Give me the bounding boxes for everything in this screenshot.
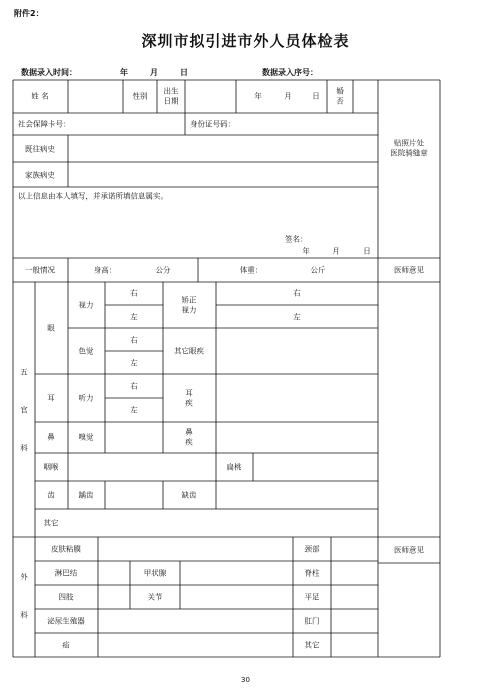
- height-label: 身高：: [93, 265, 117, 275]
- dob-day: 日: [312, 91, 320, 101]
- ent-dept-char-2: 官: [20, 405, 28, 415]
- general-label: 一般情况: [25, 265, 55, 275]
- skin-label: 皮肤粘膜: [51, 544, 81, 554]
- weight-label: 体重：: [239, 265, 263, 275]
- hearing-right: 右: [130, 381, 138, 391]
- thyroid-label: 甲状腺: [143, 568, 167, 578]
- photo-area-line2: 医院骑缝章: [390, 148, 428, 157]
- nose-label: 鼻: [47, 432, 55, 442]
- eye-label: 眼: [47, 323, 55, 333]
- color-vision-label: 色觉: [78, 346, 94, 356]
- throat-label: 咽喉: [43, 462, 59, 472]
- gender-label: 性别: [132, 91, 148, 101]
- nose-disease-line1: 鼻: [185, 427, 193, 437]
- marital-label-line2: 否: [336, 96, 344, 105]
- corrected-vision-line2: 视力: [181, 305, 197, 314]
- ear-disease-line1: 耳: [185, 388, 193, 398]
- id-card-label: 身份证号码：: [190, 119, 235, 129]
- sign-month: 月: [332, 246, 340, 256]
- family-history-label: 家族病史: [25, 170, 55, 180]
- social-security-label: 社会保障卡号：: [18, 119, 71, 129]
- color-vision-right: 右: [130, 335, 138, 345]
- weight-unit: 公斤: [310, 265, 326, 275]
- dob-label: [164, 88, 179, 105]
- general-doctor-opinion: 医师意见: [394, 265, 424, 275]
- joints-label: 关节: [147, 592, 163, 602]
- ear-disease-line2: 疾: [185, 398, 193, 407]
- vision-label: 视力: [78, 300, 94, 310]
- ent-dept-char-1: 五: [20, 367, 28, 377]
- entry-number-label: 数据录入序号：: [262, 68, 318, 77]
- corrected-vision-line1: 矫正: [181, 295, 197, 305]
- surgery-dept-char-2: 科: [20, 610, 28, 620]
- dob-label-line2: 日期: [163, 96, 179, 105]
- lymph-label: 淋巴结: [54, 568, 78, 578]
- other-eye-disease-label: 其它眼疾: [174, 346, 204, 356]
- height-unit: 公分: [155, 265, 171, 275]
- surgery-dept-char-1: 外: [20, 572, 28, 582]
- dob-label-line1: 出生: [163, 86, 179, 96]
- teeth-label: 齿: [47, 490, 55, 500]
- anus-label: 肛门: [304, 616, 320, 626]
- neck-label: 颈部: [304, 544, 320, 554]
- flatfoot-label: 平足: [304, 592, 320, 602]
- marital-label: [336, 88, 344, 105]
- entry-time-label: 数据录入时间：: [21, 68, 77, 77]
- surgery-other-label: 其它: [304, 640, 320, 650]
- smell-label: 嗅觉: [78, 432, 94, 442]
- limbs-label: 四肢: [58, 592, 74, 602]
- corrected-vision-label: [182, 297, 197, 314]
- caries-label: 龋齿: [78, 490, 94, 500]
- corrected-right: 右: [293, 288, 301, 298]
- form-title: 深圳市拟引进市外人员体检表: [141, 32, 350, 50]
- color-vision-left: 左: [130, 358, 138, 368]
- marital-label-line1: 婚: [336, 86, 344, 96]
- vision-left: 左: [130, 312, 138, 322]
- tonsil-label: 扁桃: [226, 462, 242, 472]
- urogenital-label: 泌尿生殖器: [47, 616, 85, 626]
- nose-disease-line2: 疾: [185, 437, 193, 446]
- hernia-label: 疝: [62, 640, 70, 650]
- sign-day: 日: [363, 246, 371, 256]
- dob-month: 月: [284, 91, 292, 101]
- nose-disease-label: [185, 429, 193, 446]
- ent-dept-char-3: 科: [20, 443, 28, 453]
- entry-month: 月: [150, 68, 158, 77]
- ear-label: 耳: [47, 393, 55, 403]
- missing-teeth-label: 缺齿: [181, 490, 197, 500]
- hearing-left: 左: [130, 405, 138, 415]
- surgery-doctor-opinion: 医师意见: [394, 545, 424, 555]
- photo-area: [390, 140, 428, 157]
- entry-day: 日: [180, 68, 188, 77]
- table-grid: [13, 80, 445, 660]
- hearing-label: 听力: [78, 393, 94, 403]
- page-number: 30: [241, 676, 250, 684]
- entry-year: 年: [120, 68, 128, 77]
- ear-disease-label: [185, 390, 193, 407]
- attachment-label: 附件2：: [14, 9, 44, 18]
- dob-year: 年: [254, 91, 262, 101]
- past-history-label: 既往病史: [25, 144, 55, 154]
- spine-label: 脊柱: [304, 568, 320, 578]
- name-label: 姓 名: [31, 91, 49, 101]
- declaration-text: 以上信息由本人填写，并承诺所填信息属实。: [18, 191, 168, 201]
- photo-area-line1: 贴照片处: [394, 138, 424, 148]
- ent-other-label: 其它: [43, 518, 59, 528]
- corrected-left: 左: [293, 312, 301, 322]
- signature-label: 签名：: [285, 234, 308, 244]
- sign-year: 年: [302, 246, 310, 256]
- vision-right: 右: [130, 288, 138, 298]
